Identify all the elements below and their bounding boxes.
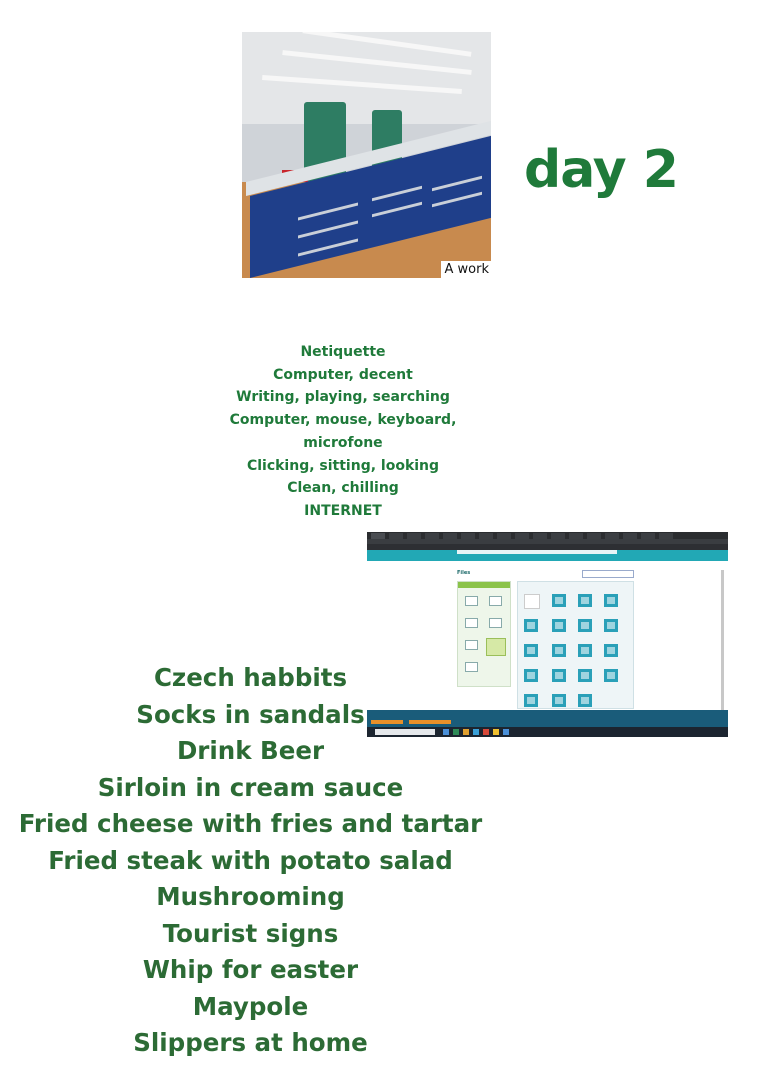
- page-scrollbar: [721, 570, 724, 710]
- list-item: Computer, decent: [273, 366, 413, 383]
- file-icon: [524, 669, 538, 682]
- files-title: Files: [457, 570, 471, 576]
- page-title: day 2: [524, 140, 678, 200]
- list-item: Clicking, sitting, looking: [246, 457, 440, 474]
- list-item: Fried cheese with fries and tartar: [18, 809, 483, 838]
- list-item: Slippers at home: [133, 1028, 368, 1057]
- list-item: Writing, playing, searching: [236, 389, 450, 406]
- file-icon: [552, 619, 566, 632]
- file-icon: [578, 619, 592, 632]
- photo-caption: A work: [441, 261, 491, 278]
- list-item: Whip for easter: [142, 955, 359, 984]
- file-icon: [578, 644, 592, 657]
- file-icon: [578, 594, 592, 607]
- file-icon: [552, 694, 566, 707]
- browser-tab-bar: [367, 532, 728, 539]
- file-icon: [604, 594, 618, 607]
- list-item: INTERNET: [304, 502, 382, 519]
- workshop-photo: [242, 32, 491, 278]
- file-icon: [604, 669, 618, 682]
- list-item: microfone: [303, 434, 383, 451]
- list-item: Maypole: [192, 991, 309, 1021]
- file-icon: [604, 644, 618, 657]
- folder-icon: [489, 618, 502, 628]
- file-icon: [524, 619, 538, 632]
- taskbar-app-icon: [493, 729, 499, 735]
- list-item: Drink Beer: [176, 736, 325, 765]
- file-icon: [604, 619, 618, 632]
- file-icon: [552, 644, 566, 657]
- list-item: Mushrooming: [156, 882, 345, 911]
- folder-icon: [465, 640, 478, 650]
- list-item: Sirloin in cream sauce: [97, 772, 404, 802]
- list-item: Netiquette: [300, 344, 386, 360]
- site-header: [367, 550, 728, 561]
- file-icon: [524, 694, 538, 707]
- folder-icon: [465, 618, 478, 628]
- list-item: Clean, chilling: [287, 480, 399, 497]
- file-icon: [552, 594, 566, 607]
- files-grid: [517, 581, 634, 709]
- notes-list: [200, 341, 486, 523]
- list-item: Czech habbits: [153, 663, 348, 692]
- taskbar-app-icon: [503, 729, 509, 735]
- list-item: Computer, mouse, keyboard,: [229, 412, 457, 429]
- folder-icon: [465, 596, 478, 606]
- folder-icon: [489, 596, 502, 606]
- file-icon: [524, 644, 538, 657]
- folders-tabs: [458, 582, 510, 588]
- list-item: Socks in sandals: [136, 699, 365, 729]
- file-icon: [524, 594, 540, 609]
- file-icon: [578, 669, 592, 682]
- file-icon: [552, 669, 566, 682]
- czech-habits-list: [10, 660, 491, 1062]
- folder-icon: [486, 638, 506, 656]
- file-icon: [578, 694, 592, 707]
- list-item: Tourist signs: [162, 918, 339, 948]
- list-item: Fried steak with potato salad: [48, 845, 453, 875]
- files-search-box: [582, 570, 634, 578]
